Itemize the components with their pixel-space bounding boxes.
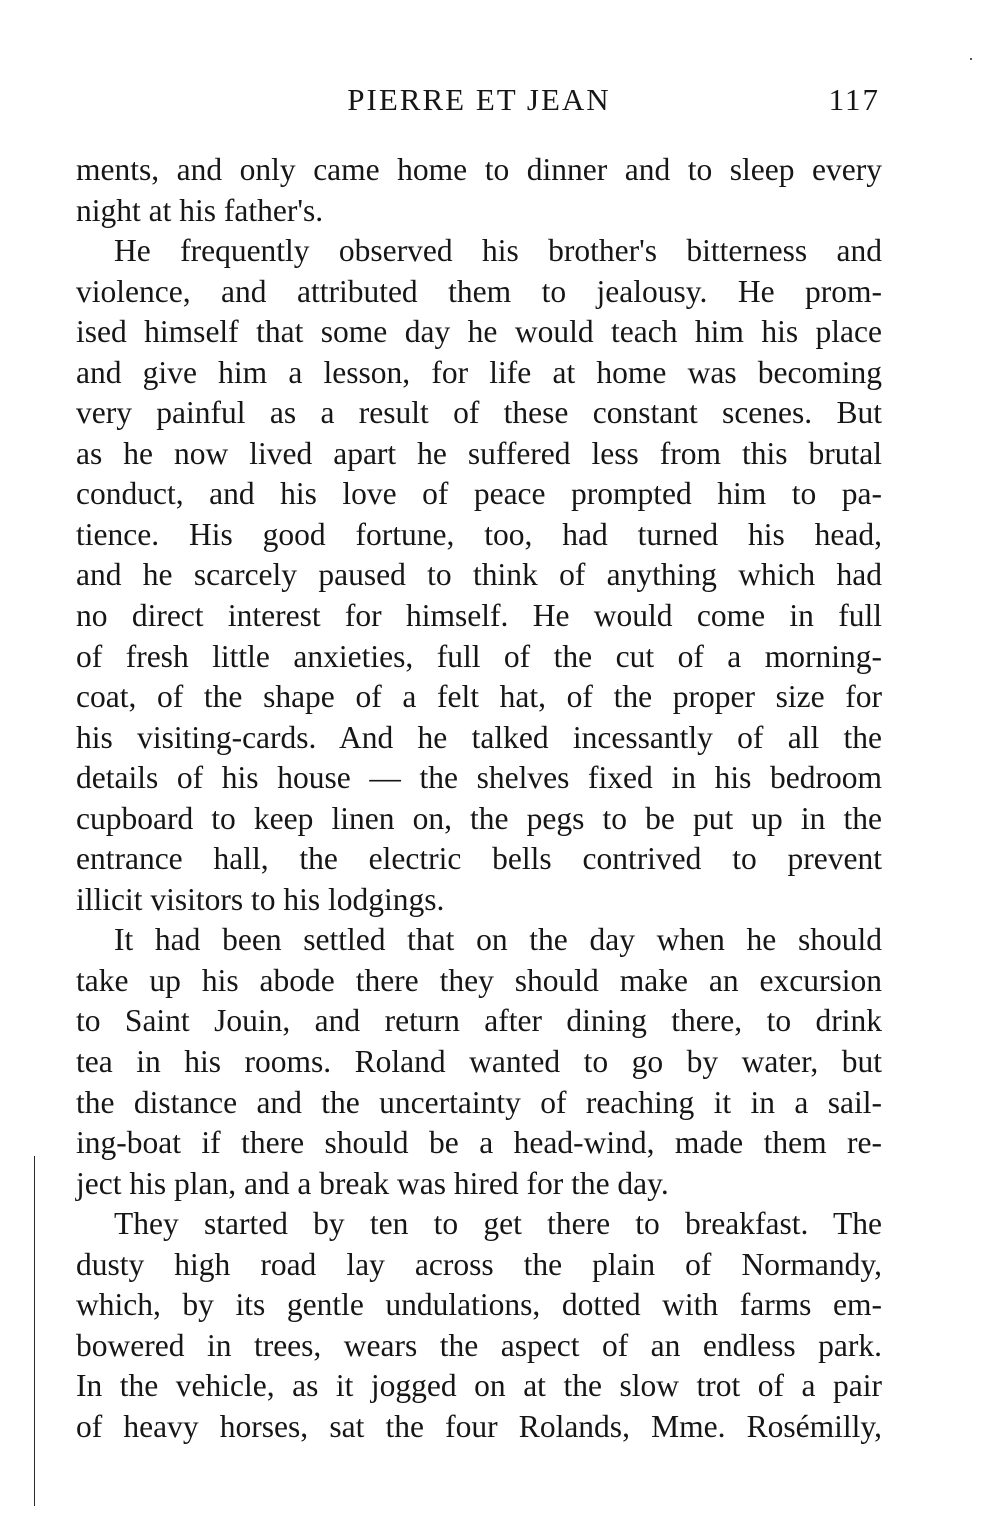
- running-title: PIERRE ET JEAN: [347, 82, 611, 117]
- text-line: dusty high road lay across the plain of Normandy,: [76, 1246, 882, 1282]
- scan-speck: [970, 58, 972, 60]
- text-line: tea in his rooms. Roland wanted to go by water, but: [76, 1044, 882, 1080]
- text-line: the distance and the uncertainty of reaching it in a sail-: [76, 1084, 882, 1120]
- text-line: cupboard to keep linen on, the pegs to be put up in the: [76, 800, 882, 836]
- running-head: [76, 78, 882, 122]
- text-line: of heavy horses, sat the four Rolands, Mme. Rosémilly,: [76, 1408, 882, 1444]
- text-line: as he now lived apart he suffered less from this brutal: [76, 435, 882, 471]
- text-line: tience. His good fortune, too, had turned his head,: [76, 516, 882, 552]
- text-line: In the vehicle, as it jogged on at the slow trot of a pair: [76, 1368, 882, 1404]
- text-line: very painful as a result of these constant scenes. But: [76, 395, 882, 431]
- text-line: night at his father's.: [76, 192, 324, 228]
- text-line: violence, and attributed them to jealousy. He prom-: [76, 273, 882, 309]
- paragraph-first-line: He frequently observed his brother's bitterness and: [114, 233, 882, 269]
- text-line: bowered in trees, wears the aspect of an endless park.: [76, 1327, 882, 1363]
- text-line: conduct, and his love of peace prompted him to pa-: [76, 476, 882, 512]
- text-line: ject his plan, and a break was hired for the day.: [76, 1165, 669, 1201]
- text-line: entrance hall, the electric bells contrived to prevent: [76, 841, 882, 877]
- text-line: which, by its gentle undulations, dotted with farms em-: [76, 1287, 882, 1323]
- scan-margin-line: [34, 1156, 35, 1506]
- text-line: ing-boat if there should be a head-wind, made them re-: [76, 1125, 882, 1161]
- text-line: no direct interest for himself. He would come in full: [76, 598, 882, 634]
- paragraph-first-line: It had been settled that on the day when he should: [114, 922, 882, 958]
- text-line: and he scarcely paused to think of anything which had: [76, 557, 882, 593]
- text-line: to Saint Jouin, and return after dining there, to drink: [76, 1003, 882, 1039]
- body-text: [76, 150, 882, 1448]
- text-line: ments, and only came home to dinner and to sleep every: [76, 152, 882, 187]
- text-line: of fresh little anxieties, full of the cut of a morning-: [76, 638, 882, 674]
- text-line: take up his abode there they should make an excursion: [76, 962, 882, 998]
- text-line: details of his house — the shelves fixed in his bedroom: [76, 760, 882, 796]
- text-line: his visiting-cards. And he talked incessantly of all the: [76, 719, 882, 755]
- text-line: coat, of the shape of a felt hat, of the proper size for: [76, 679, 882, 715]
- text-line: and give him a lesson, for life at home was becoming: [76, 354, 882, 390]
- text-line: illicit visitors to his lodgings.: [76, 881, 445, 917]
- page-number: 117: [828, 82, 880, 117]
- paragraph-first-line: They started by ten to get there to breakfast. The: [114, 1206, 882, 1242]
- text-line: ised himself that some day he would teach him his place: [76, 314, 882, 350]
